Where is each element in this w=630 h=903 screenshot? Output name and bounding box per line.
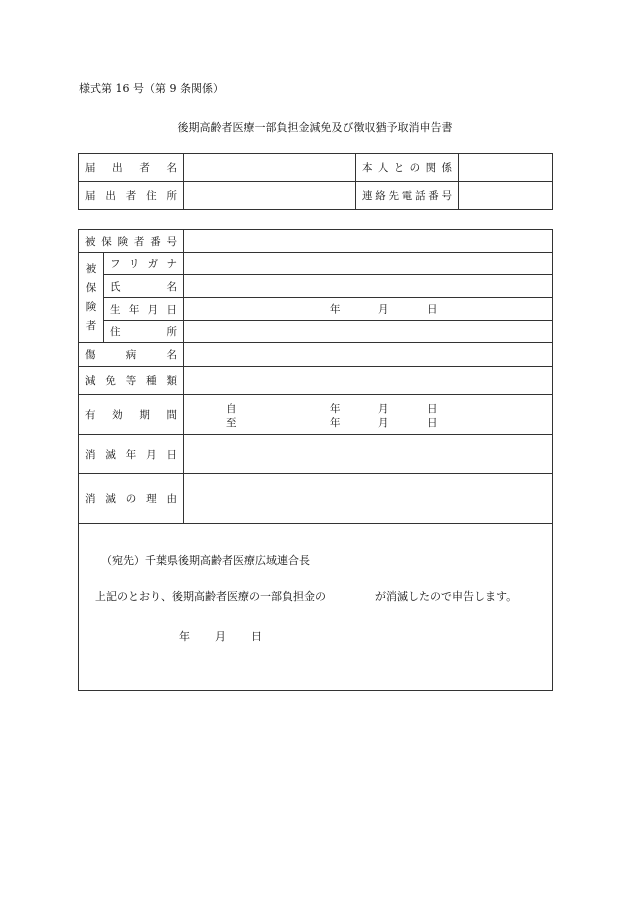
insured-name-text [104,279,183,294]
applicant-address-text [79,188,183,203]
label-char: 保 [101,235,112,248]
label-char: の [125,493,137,505]
label-char: 電 [401,190,413,202]
label-char: 番 [428,190,439,202]
applicant-address-label [79,182,184,210]
label-char: 本 [362,162,373,174]
label-char: 種 [146,375,157,387]
label-char: と [393,162,405,174]
label-char: 関 [425,162,437,174]
label-char: ナ [166,258,177,270]
label-char: 所 [166,190,177,202]
label-char: フ [110,258,121,270]
birth-day-unit: 日 [427,303,438,316]
label-char: 消 [85,493,96,505]
cancellation-date-label [79,435,184,474]
label-char: 理 [146,493,157,505]
label-char: 名 [166,162,177,174]
applicant-name-label [79,154,184,182]
validity-from-month: 月 [378,402,389,415]
relation-text [356,160,458,175]
label-char: 険 [117,235,129,248]
validity-from-row [184,401,552,415]
validity-from-year: 年 [330,402,341,415]
insured-name-label [104,275,184,298]
applicant-name-text [79,160,183,175]
validity-from-label: 自 [226,402,237,415]
insured-group-char: 被 [85,262,97,275]
label-char: 人 [377,162,389,174]
relation-label [356,154,459,182]
label-char: 名 [166,280,177,293]
insured-group-label [79,253,104,343]
insured-name-field[interactable] [184,275,553,298]
label-char: 滅 [105,493,116,505]
label-char: 減 [85,375,96,387]
insured-group-char: 保 [85,281,97,294]
declaration-date-year: 年 [179,630,190,643]
label-char: ガ [147,258,159,270]
declaration-section [79,524,553,691]
injury-label [79,343,184,367]
label-char: 年 [125,448,137,461]
applicant-address-field[interactable] [184,182,356,210]
label-char: 間 [166,409,177,421]
label-char: 者 [139,162,150,174]
label-char: 類 [166,375,177,387]
birthdate-label [104,298,184,321]
label-char: 有 [85,409,96,421]
label-char: の [409,162,421,174]
furigana-label [104,253,184,275]
label-char: 者 [125,190,137,202]
insured-number-label [79,230,184,253]
declaration-date-month: 月 [215,630,226,643]
cancellation-reason-field[interactable] [184,474,553,524]
applicant-table [78,153,553,210]
label-char: 生 [110,303,121,316]
label-char: 月 [146,448,157,461]
label-char: 年 [128,303,140,316]
validity-field[interactable] [184,395,553,435]
birthdate-text [104,302,183,317]
insured-address-label [104,321,184,343]
label-char: 号 [166,235,177,248]
label-char: 月 [147,303,159,316]
label-char: 住 [146,190,157,202]
label-char: 所 [166,326,177,338]
validity-to-label: 至 [226,416,237,429]
reduction-type-text [79,373,183,388]
validity-label [79,395,184,435]
label-char: 免 [105,375,116,387]
label-char: 傷 [85,349,96,361]
label-char: 滅 [105,448,116,461]
label-char: 病 [125,349,137,361]
label-char: 届 [85,190,96,202]
reduction-type-field[interactable] [184,367,553,395]
label-char: 話 [415,190,426,202]
insured-number-text [79,234,183,249]
phone-text [356,188,458,203]
phone-label [356,182,459,210]
label-char: 被 [85,235,96,248]
label-char: 期 [139,409,150,421]
insured-group-char: 者 [85,319,97,332]
label-char: 連 [362,190,373,202]
birth-month-unit: 月 [378,303,389,316]
insured-address-text [104,324,183,339]
insured-group-char: 険 [85,300,97,313]
validity-to-year: 年 [330,416,341,429]
declaration-addressee: （宛先）千葉県後期高齢者医療広域連合長 [101,554,310,567]
document-title: 後期高齢者医療一部負担金減免及び徴収猶予取消申告書 [177,121,453,134]
injury-text [79,347,183,362]
reduction-type-label [79,367,184,395]
validity-from-day: 日 [427,402,438,415]
validity-text [79,407,183,422]
injury-field[interactable] [184,343,553,367]
birth-year-unit: 年 [330,303,341,316]
label-char: 出 [112,162,123,174]
insured-number-field[interactable] [184,230,553,253]
label-char: 先 [388,190,399,202]
label-char: 住 [110,326,121,338]
furigana-text [104,256,183,271]
label-char: 番 [150,235,161,248]
label-char: 出 [105,190,116,202]
label-char: 届 [85,162,96,174]
label-char: 日 [166,448,177,461]
label-char: 消 [85,448,96,461]
applicant-name-field[interactable] [184,154,356,182]
label-char: 者 [133,235,145,248]
furigana-field[interactable] [184,253,553,275]
validity-to-month: 月 [378,416,389,429]
validity-to-day: 日 [427,416,438,429]
label-char: 絡 [375,190,386,202]
declaration-statement-part2: が消滅したので申告します。 [375,590,518,603]
phone-field[interactable] [459,182,553,210]
label-char: 由 [166,493,177,505]
cancellation-reason-label [79,474,184,524]
relation-field[interactable] [459,154,553,182]
form-number: 様式第 16 号（第 9 条関係） [79,82,224,95]
label-char: 日 [166,303,177,316]
validity-to-row [184,415,552,429]
insured-address-field[interactable] [184,321,553,343]
label-char: 号 [441,190,452,202]
declaration-statement-part1: 上記のとおり、後期高齢者医療の一部負担金の [95,590,326,603]
label-char: 係 [441,162,452,174]
label-char: 氏 [110,280,121,293]
label-char: 等 [125,375,137,387]
cancellation-date-field[interactable] [184,435,553,474]
birthdate-field[interactable] [184,298,553,321]
declaration-date-day: 日 [251,630,262,643]
cancellation-reason-text [79,491,183,506]
label-char: 名 [166,349,177,361]
label-char: リ [128,258,140,270]
cancellation-date-text [79,447,183,462]
insured-table [78,229,553,691]
label-char: 効 [112,409,123,421]
